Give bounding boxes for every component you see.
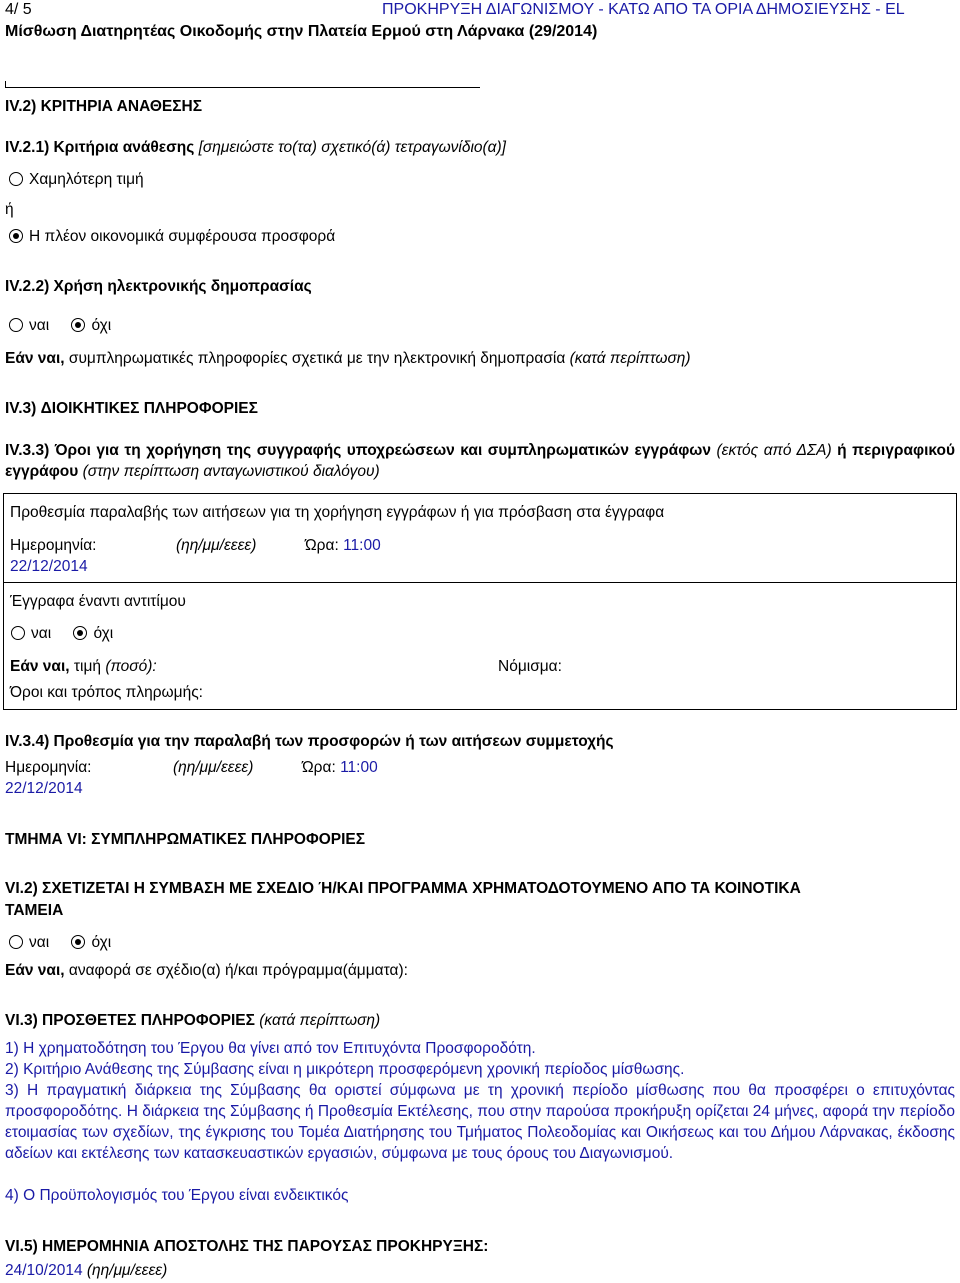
date-label: Ημερομηνία: [10, 537, 97, 554]
iv34-date-label: Ημερομηνία: [5, 759, 92, 776]
if-yes-label: Εάν ναι, [5, 350, 65, 367]
option-yes[interactable] [11, 625, 51, 643]
option-no-label: όχι [91, 934, 112, 951]
currency-label: Νόμισμα: [498, 658, 562, 675]
date-value: 22/12/2014 [10, 558, 88, 575]
section-iv3-heading: IV.3) ΔΙΟΙΚΗΤΙΚΕΣ ΠΛΗΡΟΦΟΡΙΕΣ [5, 400, 258, 417]
radio-empty-icon[interactable] [11, 626, 25, 640]
option-yes[interactable] [9, 317, 49, 335]
option-best-offer-label: Η πλέον οικονομικά συμφέρουσα προσφορά [29, 228, 336, 245]
radio-selected-icon[interactable] [71, 935, 85, 949]
option-yes-label: ναι [29, 934, 50, 951]
document-subtitle: Μίσθωση Διατηρητέας Οικοδομής στην Πλατεία Ερμού στη Λάρνακα (29/2014) [5, 23, 598, 40]
option-yes[interactable] [9, 934, 49, 952]
if-yes-text: συμπληρωματικές πληροφορίες σχετικά με την ηλεκτρονική δημοπρασία [68, 350, 566, 367]
info-item-2: 2) Κριτήριο Ανάθεσης της Σύμβασης είναι η μικρότερη προσφερόμενη χρονική περίοδος μίσθωσης. [5, 1061, 685, 1078]
vi2-if-yes-line [5, 962, 408, 980]
price-label: τιμή [73, 658, 101, 675]
vi3-heading: VI.3) ΠΡΟΣΘΕΤΕΣ ΠΛΗΡΟΦΟΡΙΕΣ [5, 1012, 255, 1029]
payment-terms-label: Όροι και τρόπος πληρωμής: [10, 684, 203, 701]
vi5-date-value: 24/10/2014 [5, 1262, 83, 1279]
iv33-bold-text-2: ή περιγραφικού εγγράφου [5, 442, 955, 480]
vi5-date-format: (ηη/μμ/εεεε) [86, 1262, 168, 1279]
option-yes-label: ναι [29, 317, 50, 334]
vi2-options [9, 934, 129, 952]
option-no[interactable] [71, 934, 111, 952]
if-yes-text: αναφορά σε σχέδιο(α) ή/και πρόγραμμα(άμματα): [68, 962, 408, 979]
radio-empty-icon[interactable] [9, 172, 23, 186]
iv21-note: [σημειώστε το(τα) σχετικό(ά) τετραγωνίδιο(α)] [198, 139, 506, 156]
iv33-bold-text: IV.3.3) Όροι για τη χορήγηση της συγγραφής υποχρεώσεων και συμπληρωματικών εγγράφων [5, 442, 712, 459]
or-text: ή [5, 201, 14, 218]
iv21-line [5, 139, 506, 157]
iv34-date-format: (ηη/μμ/εεεε) [173, 759, 254, 776]
option-yes-label: ναι [31, 625, 52, 642]
iv33-heading [5, 440, 955, 482]
time-line [305, 537, 381, 555]
vi5-date-line [5, 1262, 167, 1280]
option-no[interactable] [73, 625, 113, 643]
option-no[interactable] [71, 317, 111, 335]
vi5-heading: VI.5) ΗΜΕΡΟΜΗΝΙΑ ΑΠΟΣΤΟΛΗΣ ΤΗΣ ΠΑΡΟΥΣΑΣ ΠΡΟΚΗΡΥΞΗΣ: [5, 1238, 489, 1255]
iv33-italic-note: (εκτός από ΔΣΑ) [716, 442, 832, 459]
section-vi-heading: ΤΜΗΜΑ VI: ΣΥΜΠΛΗΡΩΜΑΤΙΚΕΣ ΠΛΗΡΟΦΟΡΙΕΣ [5, 831, 366, 848]
time-value: 11:00 [340, 759, 378, 776]
option-lowest-price-label: Χαμηλότερη τιμή [29, 171, 144, 188]
option-best-offer[interactable] [9, 228, 335, 246]
iv33-italic-note-2: (στην περίπτωση ανταγωνιστικού διαλόγου) [82, 463, 380, 480]
if-yes-label: Εάν ναι, [10, 658, 70, 675]
iv21-label: IV.2.1) Κριτήρια ανάθεσης [5, 139, 195, 156]
radio-selected-icon[interactable] [71, 318, 85, 332]
option-lowest-price[interactable] [9, 171, 144, 189]
paid-docs-options [11, 625, 131, 643]
vi3-note: (κατά περίπτωση) [259, 1012, 381, 1029]
time-label: Ώρα: [305, 537, 339, 554]
info-item-1: 1) Η χρηματοδότηση του Έργου θα γίνει από τον Επιτυχόντα Προσφοροδότη. [5, 1040, 536, 1057]
page-number: 4/ 5 [5, 1, 32, 18]
option-no-label: όχι [91, 317, 112, 334]
radio-selected-icon[interactable] [9, 229, 23, 243]
iv34-date-value: 22/12/2014 [5, 780, 83, 797]
vi2-heading-line2: ΤΑΜΕΙΑ [5, 902, 64, 919]
date-format: (ηη/μμ/εεεε) [176, 537, 257, 554]
if-yes-note: (κατά περίπτωση) [569, 350, 691, 367]
time-value: 11:00 [343, 537, 381, 554]
iv22-if-yes-line [5, 350, 691, 368]
header-rule [5, 87, 480, 88]
vi3-heading-line [5, 1012, 380, 1030]
info-item-4: 4) Ο Προϋπολογισμός του Έργου είναι ενδεικτικός [5, 1187, 349, 1204]
iv22-label: IV.2.2) Χρήση ηλεκτρονικής δημοπρασίας [5, 278, 312, 295]
radio-empty-icon[interactable] [9, 318, 23, 332]
iv34-heading: IV.3.4) Προθεσμία για την παραλαβή των προσφορών ή των αιτήσεων συμμετοχής [5, 733, 614, 750]
document-title: ΠΡΟΚΗΡΥΞΗ ΔΙΑΓΩΝΙΣΜΟΥ - ΚΑΤΩ ΑΠΟ ΤΑ ΟΡΙΑ ΔΗΜΟΣΙΕΥΣΗΣ - EL [382, 1, 905, 18]
radio-empty-icon[interactable] [9, 935, 23, 949]
price-line [10, 658, 157, 676]
deadline-label: Προθεσμία παραλαβής των αιτήσεων για τη χορήγηση εγγράφων ή για πρόσβαση στα έγγραφα [10, 504, 665, 521]
radio-selected-icon[interactable] [73, 626, 87, 640]
if-yes-label: Εάν ναι, [5, 962, 65, 979]
iv34-time-line [302, 759, 378, 777]
paid-docs-label: Έγγραφα έναντι αντιτίμου [10, 593, 186, 610]
vi2-heading-line1: VI.2) ΣΧΕΤΙΖΕΤΑΙ Η ΣΥΜΒΑΣΗ ΜΕ ΣΧΕΔΙΟ Ή/ΚΑΙ ΠΡΟΓΡΑΜΜΑ ΧΡΗΜΑΤΟΔΟΤΟΥΜΕΝΟ ΑΠΟ ΤΑ ΚΟΙΝΟΤΙΚΑ [5, 880, 801, 897]
info-item-3: 3) Η πραγματική διάρκεια της Σύμβασης θα οριστεί σύμφωνα με τη χρονική περίοδο μίσθωσης που θα προσφέρει ο επιτυχόντας προσφοροδότης. Η διάρκεια της Σύμβασης ή Προθεσμία Εκτέλεσης, που στην παρούσα προκήρυξη ορίζεται 24 μήνες, αφορά την περίοδο ετοιμασίας των σχεδίων, της έγκρισης του Τομέα Διατήρησης του Τμήματος Πολεοδομίας και Οικήσεως και του Δήμου Λάρνακας, έκδοσης αδείων και εκτέλεσης των κατασκευαστικών εργασιών, σύμφωνα με τους όρους του Διαγωνισμού. [5, 1082, 955, 1162]
price-note: (ποσό): [105, 658, 157, 675]
iv22-options [9, 317, 129, 335]
option-no-label: όχι [93, 625, 114, 642]
time-label: Ώρα: [302, 759, 336, 776]
section-iv2-heading: IV.2) ΚΡΙΤΗΡΙΑ ΑΝΑΘΕΣΗΣ [5, 98, 203, 115]
